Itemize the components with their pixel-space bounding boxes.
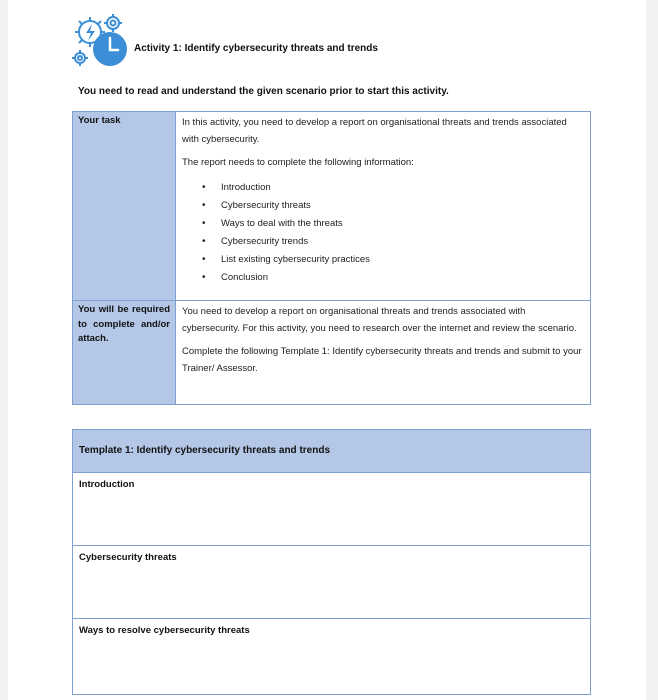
list-item: • Cybersecurity trends: [221, 233, 585, 251]
required-content: [176, 301, 590, 404]
list-item: • Ways to deal with the threats: [221, 215, 585, 233]
task-label: Your task: [73, 112, 176, 300]
gears-clock-icon: [70, 12, 134, 70]
template-section-threats[interactable]: Cybersecurity threats: [73, 546, 590, 619]
scenario-instruction: You need to read and understand the given scenario prior to start this activity.: [78, 86, 449, 97]
task-paragraph: The report needs to complete the following information:: [182, 157, 414, 168]
task-paragraph: In this activity, you need to develop a report on organisational threats and trends associated with cybersecurity.: [182, 117, 567, 145]
list-item: • Cybersecurity threats: [221, 197, 585, 215]
template-title: Template 1: Identify cybersecurity threats and trends: [73, 430, 590, 473]
task-content: [176, 112, 590, 300]
list-item: • Introduction: [221, 179, 585, 197]
template-section-resolve-threats[interactable]: Ways to resolve cybersecurity threats: [79, 625, 250, 636]
template-table: [72, 429, 591, 695]
task-row: [73, 112, 590, 300]
required-row: [73, 300, 590, 404]
activity-title: Activity 1: Identify cybersecurity threats and trends: [134, 43, 378, 54]
list-item: • Conclusion: [221, 269, 585, 287]
activity-header: [70, 12, 590, 70]
report-items-list: [182, 179, 585, 287]
required-paragraph: Complete the following Template 1: Identify cybersecurity threats and trends and submit to your Trainer/ Assessor.: [182, 346, 582, 374]
template-section-introduction[interactable]: Introduction: [73, 473, 590, 546]
required-paragraph: You need to develop a report on organisational threats and trends associated with cybersecurity. For this activity, you need to research over the internet and review the scenario.: [182, 306, 577, 334]
required-label: You will be required to complete and/or attach.: [73, 301, 176, 404]
document-page: [8, 0, 646, 700]
list-item: • List existing cybersecurity practices: [221, 251, 585, 269]
task-table: [72, 111, 591, 405]
